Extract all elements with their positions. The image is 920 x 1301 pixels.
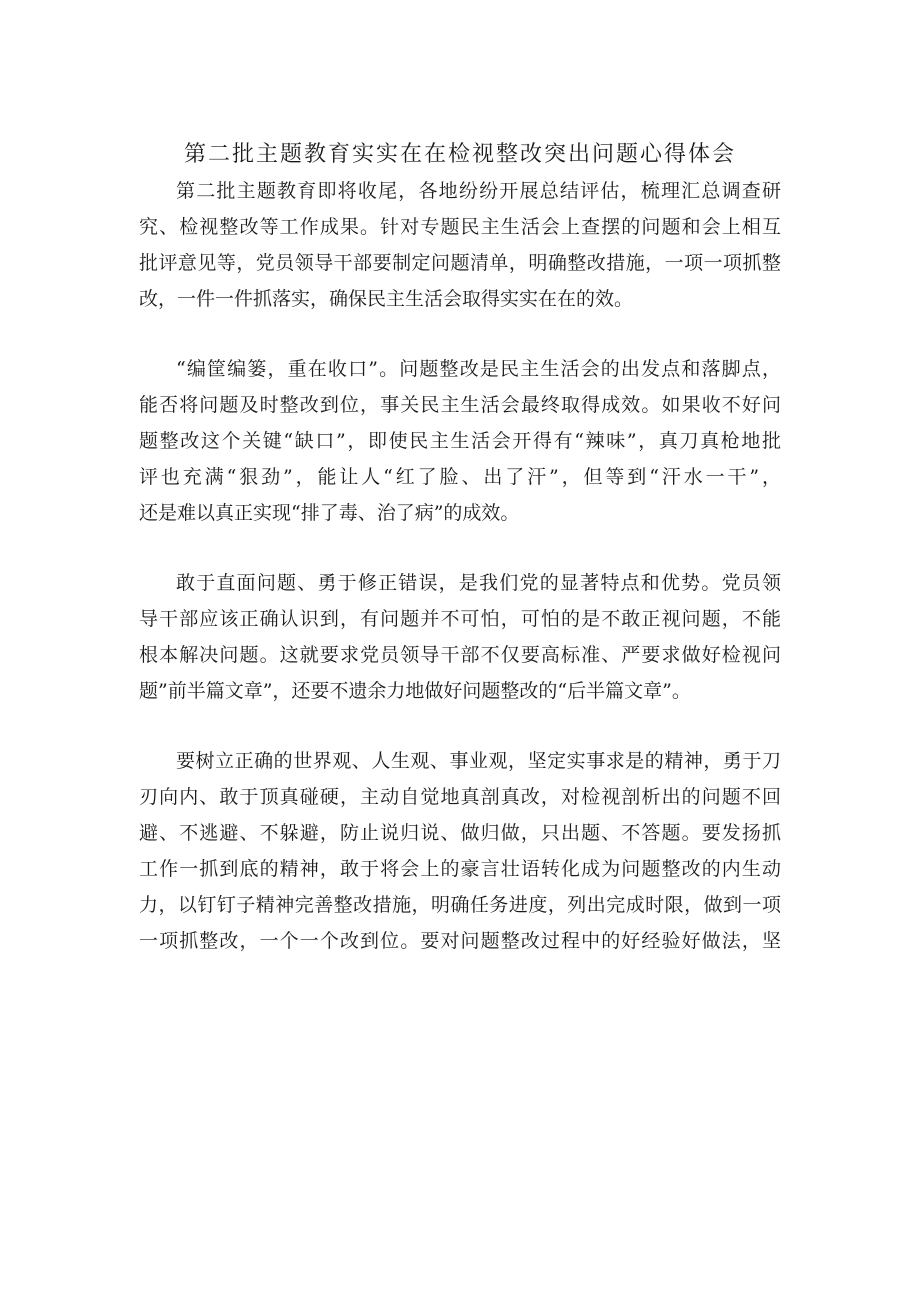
paragraph-3-line-3: 根本解决问题。这就要求党员领导干部不仅要高标准、严要求做好检视问 (139, 644, 781, 666)
paragraph-3-line-1: 敢于直面问题、勇于修正错误，是我们党的显著特点和优势。党员领 (176, 572, 781, 594)
paragraph-1-line-2: 究、检视整改等工作成果。针对专题民主生活会上查摆的问题和会上相互 (139, 216, 781, 238)
paragraph-3-line-4: 题”前半篇文章”，还要不遗余力地做好问题整改的“后半篇文章”。 (139, 680, 691, 702)
paragraph-1-line-4: 改，一件一件抓落实，确保民主生活会取得实实在在的效。 (139, 288, 634, 310)
paragraph-1-line-1: 第二批主题教育即将收尾，各地纷纷开展总结评估，梳理汇总调查研 (176, 180, 781, 202)
paragraph-4-line-5: 力，以钉钉子精神完善整改措施，明确任务进度，列出完成时限，做到一项 (139, 894, 781, 916)
document-title: 第二批主题教育实实在在检视整改突出问题心得体会 (183, 142, 736, 167)
paragraph-1-line-3: 批评意见等，党员领导干部要制定问题清单，明确整改措施，一项一项抓整 (139, 252, 781, 274)
paragraph-4-line-4: 工作一抓到底的精神，敢于将会上的豪言壮语转化成为问题整改的内生动 (139, 858, 781, 880)
paragraph-4-line-2: 刃向内、敢于顶真碰硬，主动自觉地真剖真改，对检视剖析出的问题不回 (139, 786, 781, 808)
paragraph-4-line-3: 避、不逃避、不躲避，防止说归说、做归做，只出题、不答题。要发扬抓 (139, 822, 781, 844)
paragraph-4-line-1: 要树立正确的世界观、人生观、事业观，坚定实事求是的精神，勇于刀 (176, 750, 781, 772)
paragraph-2-line-4: 评也充满“狠劲”，能让人“红了脸、出了汗”，但等到“汗水一干”， (139, 466, 781, 488)
paragraph-2-line-5: 还是难以真正实现“排了毒、治了病”的成效。 (139, 502, 520, 524)
paragraph-4-line-6: 一项抓整改，一个一个改到位。要对问题整改过程中的好经验好做法，坚 (139, 930, 781, 952)
paragraph-2-line-1: “编筐编篓，重在收口”。问题整改是民主生活会的出发点和落脚点， (176, 358, 781, 380)
paragraph-2-line-3: 题整改这个关键“缺口”，即使民主生活会开得有“辣味”，真刀真枪地批 (139, 430, 781, 452)
paragraph-3-line-2: 导干部应该正确认识到，有问题并不可怕，可怕的是不敢正视问题，不能 (139, 608, 781, 630)
paragraph-2-line-2: 能否将问题及时整改到位，事关民主生活会最终取得成效。如果收不好问 (139, 394, 781, 416)
